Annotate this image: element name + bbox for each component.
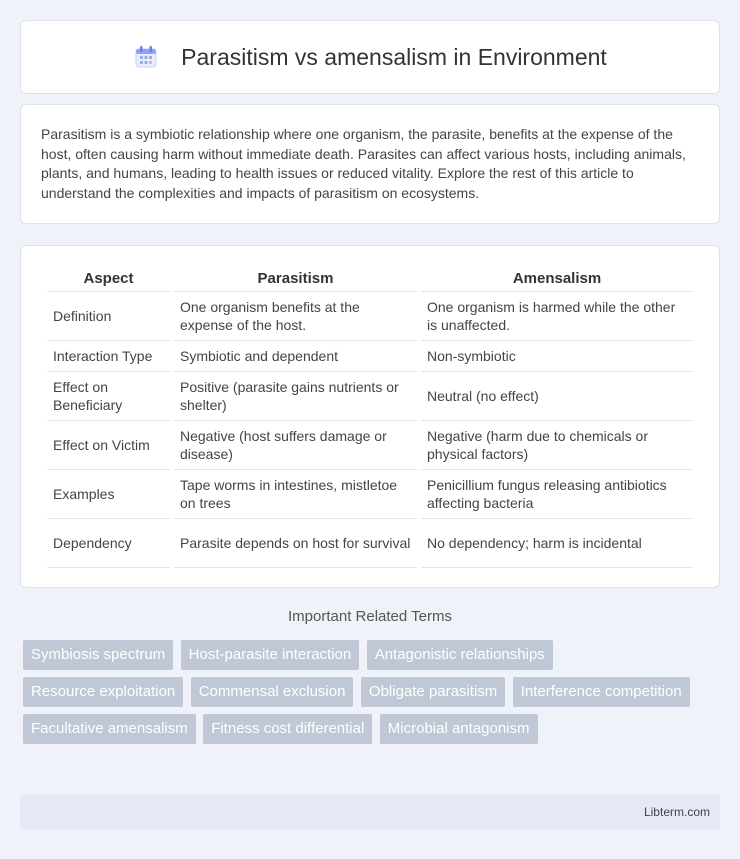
table-cell: Effect on Beneficiary <box>47 372 170 421</box>
table-row <box>47 341 693 372</box>
table-cell: Neutral (no effect) <box>421 372 693 421</box>
table-cell: Definition <box>47 292 170 341</box>
table-header-row <box>47 266 693 292</box>
comparison-table-card <box>20 245 720 588</box>
table-cell: Tape worms in intestines, mistletoe on trees <box>174 470 417 519</box>
table-cell: Negative (host suffers damage or disease) <box>174 421 417 470</box>
table-cell: Parasite depends on host for survival <box>174 519 417 568</box>
table-cell: Examples <box>47 470 170 519</box>
table-cell: Symbiotic and dependent <box>174 341 417 372</box>
intro-card <box>20 104 720 224</box>
table-cell: No dependency; harm is incidental <box>421 519 693 568</box>
table-cell: Penicillium fungus releasing antibiotics affecting bacteria <box>421 470 693 519</box>
related-term-tag[interactable]: Obligate parasitism <box>361 677 505 707</box>
related-terms-title: Important Related Terms <box>288 608 452 625</box>
related-term-tag[interactable]: Antagonistic relationships <box>367 640 553 670</box>
header-card <box>20 20 720 94</box>
table-row <box>47 470 693 519</box>
comparison-table <box>43 266 697 568</box>
related-term-tag[interactable]: Fitness cost differential <box>203 714 372 744</box>
column-header-parasitism: Parasitism <box>174 266 417 292</box>
table-cell: Negative (harm due to chemicals or physical factors) <box>421 421 693 470</box>
column-header-aspect: Aspect <box>47 266 170 292</box>
page-title: Parasitism vs amensalism in Environment <box>181 43 607 70</box>
related-term-tag[interactable]: Facultative amensalism <box>23 714 196 744</box>
intro-paragraph: Parasitism is a symbiotic relationship where one organism, the parasite, benefits at the expense of the host, often causing harm without immediate death. Parasites can affect various hosts, including animals, plants, and humans, leading to health issues or reduced vitality. Explore the rest of this article to understand the complexities and impacts of parasitism on ecosystems. <box>41 126 686 201</box>
related-term-tag[interactable]: Symbiosis spectrum <box>23 640 173 670</box>
related-term-tag[interactable]: Commensal exclusion <box>191 677 354 707</box>
table-cell: Effect on Victim <box>47 421 170 470</box>
calendar-icon <box>133 44 159 70</box>
footer-site-link[interactable]: Libterm.com <box>643 805 710 819</box>
table-cell: Non-symbiotic <box>421 341 693 372</box>
related-term-tag[interactable]: Interference competition <box>513 677 690 707</box>
table-cell: One organism benefits at the expense of the host. <box>174 292 417 341</box>
table-row <box>47 519 693 568</box>
related-term-tag[interactable]: Host-parasite interaction <box>181 640 360 670</box>
column-header-amensalism: Amensalism <box>421 266 693 292</box>
related-term-tag[interactable]: Microbial antagonism <box>380 714 538 744</box>
table-row <box>47 421 693 470</box>
related-terms-list <box>23 640 703 751</box>
related-term-tag[interactable]: Resource exploitation <box>23 677 183 707</box>
footer <box>20 795 720 829</box>
table-cell: Dependency <box>47 519 170 568</box>
table-cell: Interaction Type <box>47 341 170 372</box>
table-cell: Positive (parasite gains nutrients or shelter) <box>174 372 417 421</box>
table-cell: One organism is harmed while the other is unaffected. <box>421 292 693 341</box>
table-row <box>47 372 693 421</box>
table-row <box>47 292 693 341</box>
